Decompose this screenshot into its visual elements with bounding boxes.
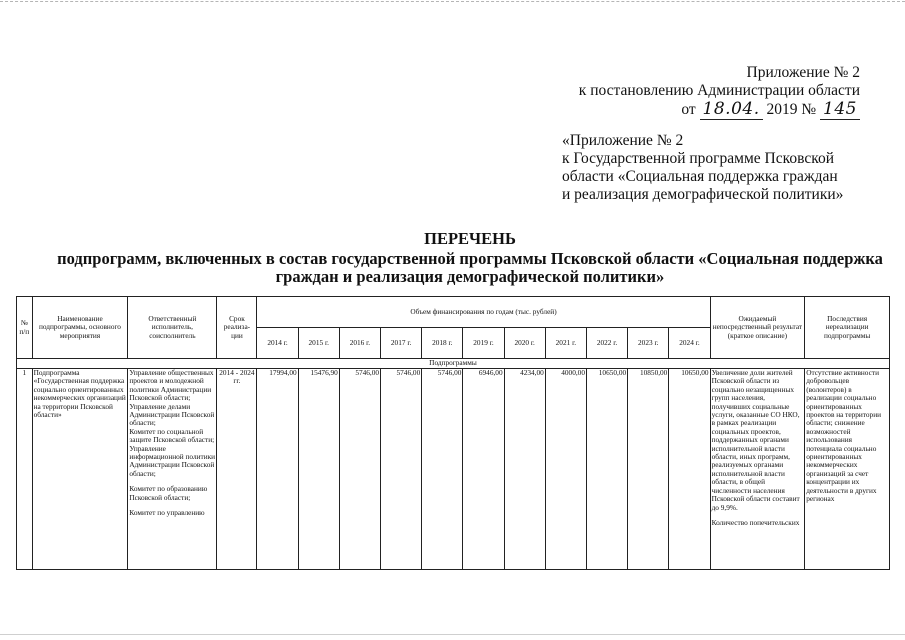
header-name: Наименование подпрограммы, основного мероприятия xyxy=(32,297,128,359)
subprograms-table xyxy=(16,296,890,570)
row-value: 4234,00 xyxy=(504,369,545,570)
year-header: 2019 г. xyxy=(463,328,504,359)
year-header: 2022 г. xyxy=(586,328,627,359)
year-header: 2020 г. xyxy=(504,328,545,359)
executor-part: Комитет по управлению xyxy=(129,508,205,518)
inner-appendix-number: «Приложение № 2 xyxy=(562,132,684,149)
result-part: Количество попечительских xyxy=(711,517,800,527)
title-line3: граждан и реализация демографической политики» xyxy=(275,267,665,286)
row-name: Подпрограмма «Государственная поддержка социально ориентированных некоммерческих организаций на территории Псковской области» xyxy=(32,369,128,570)
executor-part: Управление общественных проектов и молодежной политики Администрации Псковской области; xyxy=(129,368,214,403)
scan-top-edge xyxy=(0,1,905,2)
result-part: Увеличение доли жителей Псковской области из социально незащищенных групп населения, получивших социальные услуги, оказанные СО НКО, в рамках реализации социальных проектов, поддержанных органами исполнительной власти области, иных программ, реализуемых органами исполнительной власти области, в общей численности населения Псковской области составит до 9,9%. xyxy=(711,368,800,512)
appendix-number: Приложение № 2 xyxy=(746,64,860,81)
header-num: № п/п xyxy=(17,297,33,359)
appendix-header-inner xyxy=(562,132,862,204)
year-header: 2021 г. xyxy=(545,328,586,359)
row-value: 17994,00 xyxy=(257,369,298,570)
year-header: 2024 г. xyxy=(669,328,710,359)
year-header: 2023 г. xyxy=(628,328,669,359)
document-title xyxy=(40,230,900,286)
table-row xyxy=(17,369,890,570)
year-header: 2017 г. xyxy=(381,328,422,359)
row-value: 5746,00 xyxy=(422,369,463,570)
row-executor xyxy=(128,369,217,570)
handwritten-number: 145 xyxy=(820,99,860,120)
row-value: 10650,00 xyxy=(669,369,710,570)
year-header: 2015 г. xyxy=(298,328,339,359)
row-value: 10650,00 xyxy=(586,369,627,570)
scan-bottom-edge xyxy=(0,634,905,635)
row-value: 5746,00 xyxy=(339,369,380,570)
row-value: 15476,90 xyxy=(298,369,339,570)
title-line2: подпрограмм, включенных в состав государственной программы Псковской области «Социальная поддержка xyxy=(57,249,883,268)
row-term: 2014 - 2024 гг. xyxy=(217,369,257,570)
date-prefix: от xyxy=(681,101,696,118)
row-value: 5746,00 xyxy=(381,369,422,570)
row-consequences: Отсутствие активности добровольцев (волонтеров) в реализации социально ориентированных проектов на территории области; снижение возможностей использования потенциала социально ориентированных некоммерческих организаций за счет концентрации их деятельности в других регионах xyxy=(805,369,890,570)
inner-appendix-line3: области «Социальная поддержка граждан xyxy=(562,168,838,185)
header-term: Срок реализа-ции xyxy=(217,297,257,359)
row-value: 10850,00 xyxy=(628,369,669,570)
section-row xyxy=(17,359,890,369)
header-executor: Ответственный исполнитель, соисполнитель xyxy=(128,297,217,359)
appendix-decree-ref: к постановлению Администрации области xyxy=(578,82,860,99)
executor-part: Управление делами Администрации Псковской области; xyxy=(129,401,215,428)
executor-part: Комитет по социальной защите Псковской области; xyxy=(129,426,215,445)
appendix-header-top xyxy=(560,64,860,119)
row-value: 6946,00 xyxy=(463,369,504,570)
year-header: 2018 г. xyxy=(422,328,463,359)
executor-part: Управление информационной политики Администрации Псковской области; xyxy=(129,443,216,478)
year-header: 2016 г. xyxy=(339,328,380,359)
header-row xyxy=(17,297,890,328)
row-value: 4000,00 xyxy=(545,369,586,570)
year-header: 2014 г. xyxy=(257,328,298,359)
header-funding-group: Объем финансирования по годам (тыс. рублей) xyxy=(257,297,710,328)
inner-appendix-line4: и реализация демографической политики» xyxy=(562,186,844,203)
row-num: 1 xyxy=(17,369,33,570)
header-result: Ожидаемый непосредственный результат (краткое описание) xyxy=(710,297,805,359)
title-heading: ПЕРЕЧЕНЬ xyxy=(424,229,516,248)
inner-appendix-line2: к Государственной программе Псковской xyxy=(562,150,834,167)
year-text: 2019 № xyxy=(766,101,817,118)
section-label: Подпрограммы xyxy=(17,359,890,369)
row-result xyxy=(710,369,805,570)
executor-part: Комитет по образованию Псковской области; xyxy=(129,484,208,502)
appendix-date-line xyxy=(560,100,860,119)
handwritten-date: 18.04. xyxy=(700,99,763,120)
header-consequences: Последствия нереализации подпрограммы xyxy=(805,297,890,359)
